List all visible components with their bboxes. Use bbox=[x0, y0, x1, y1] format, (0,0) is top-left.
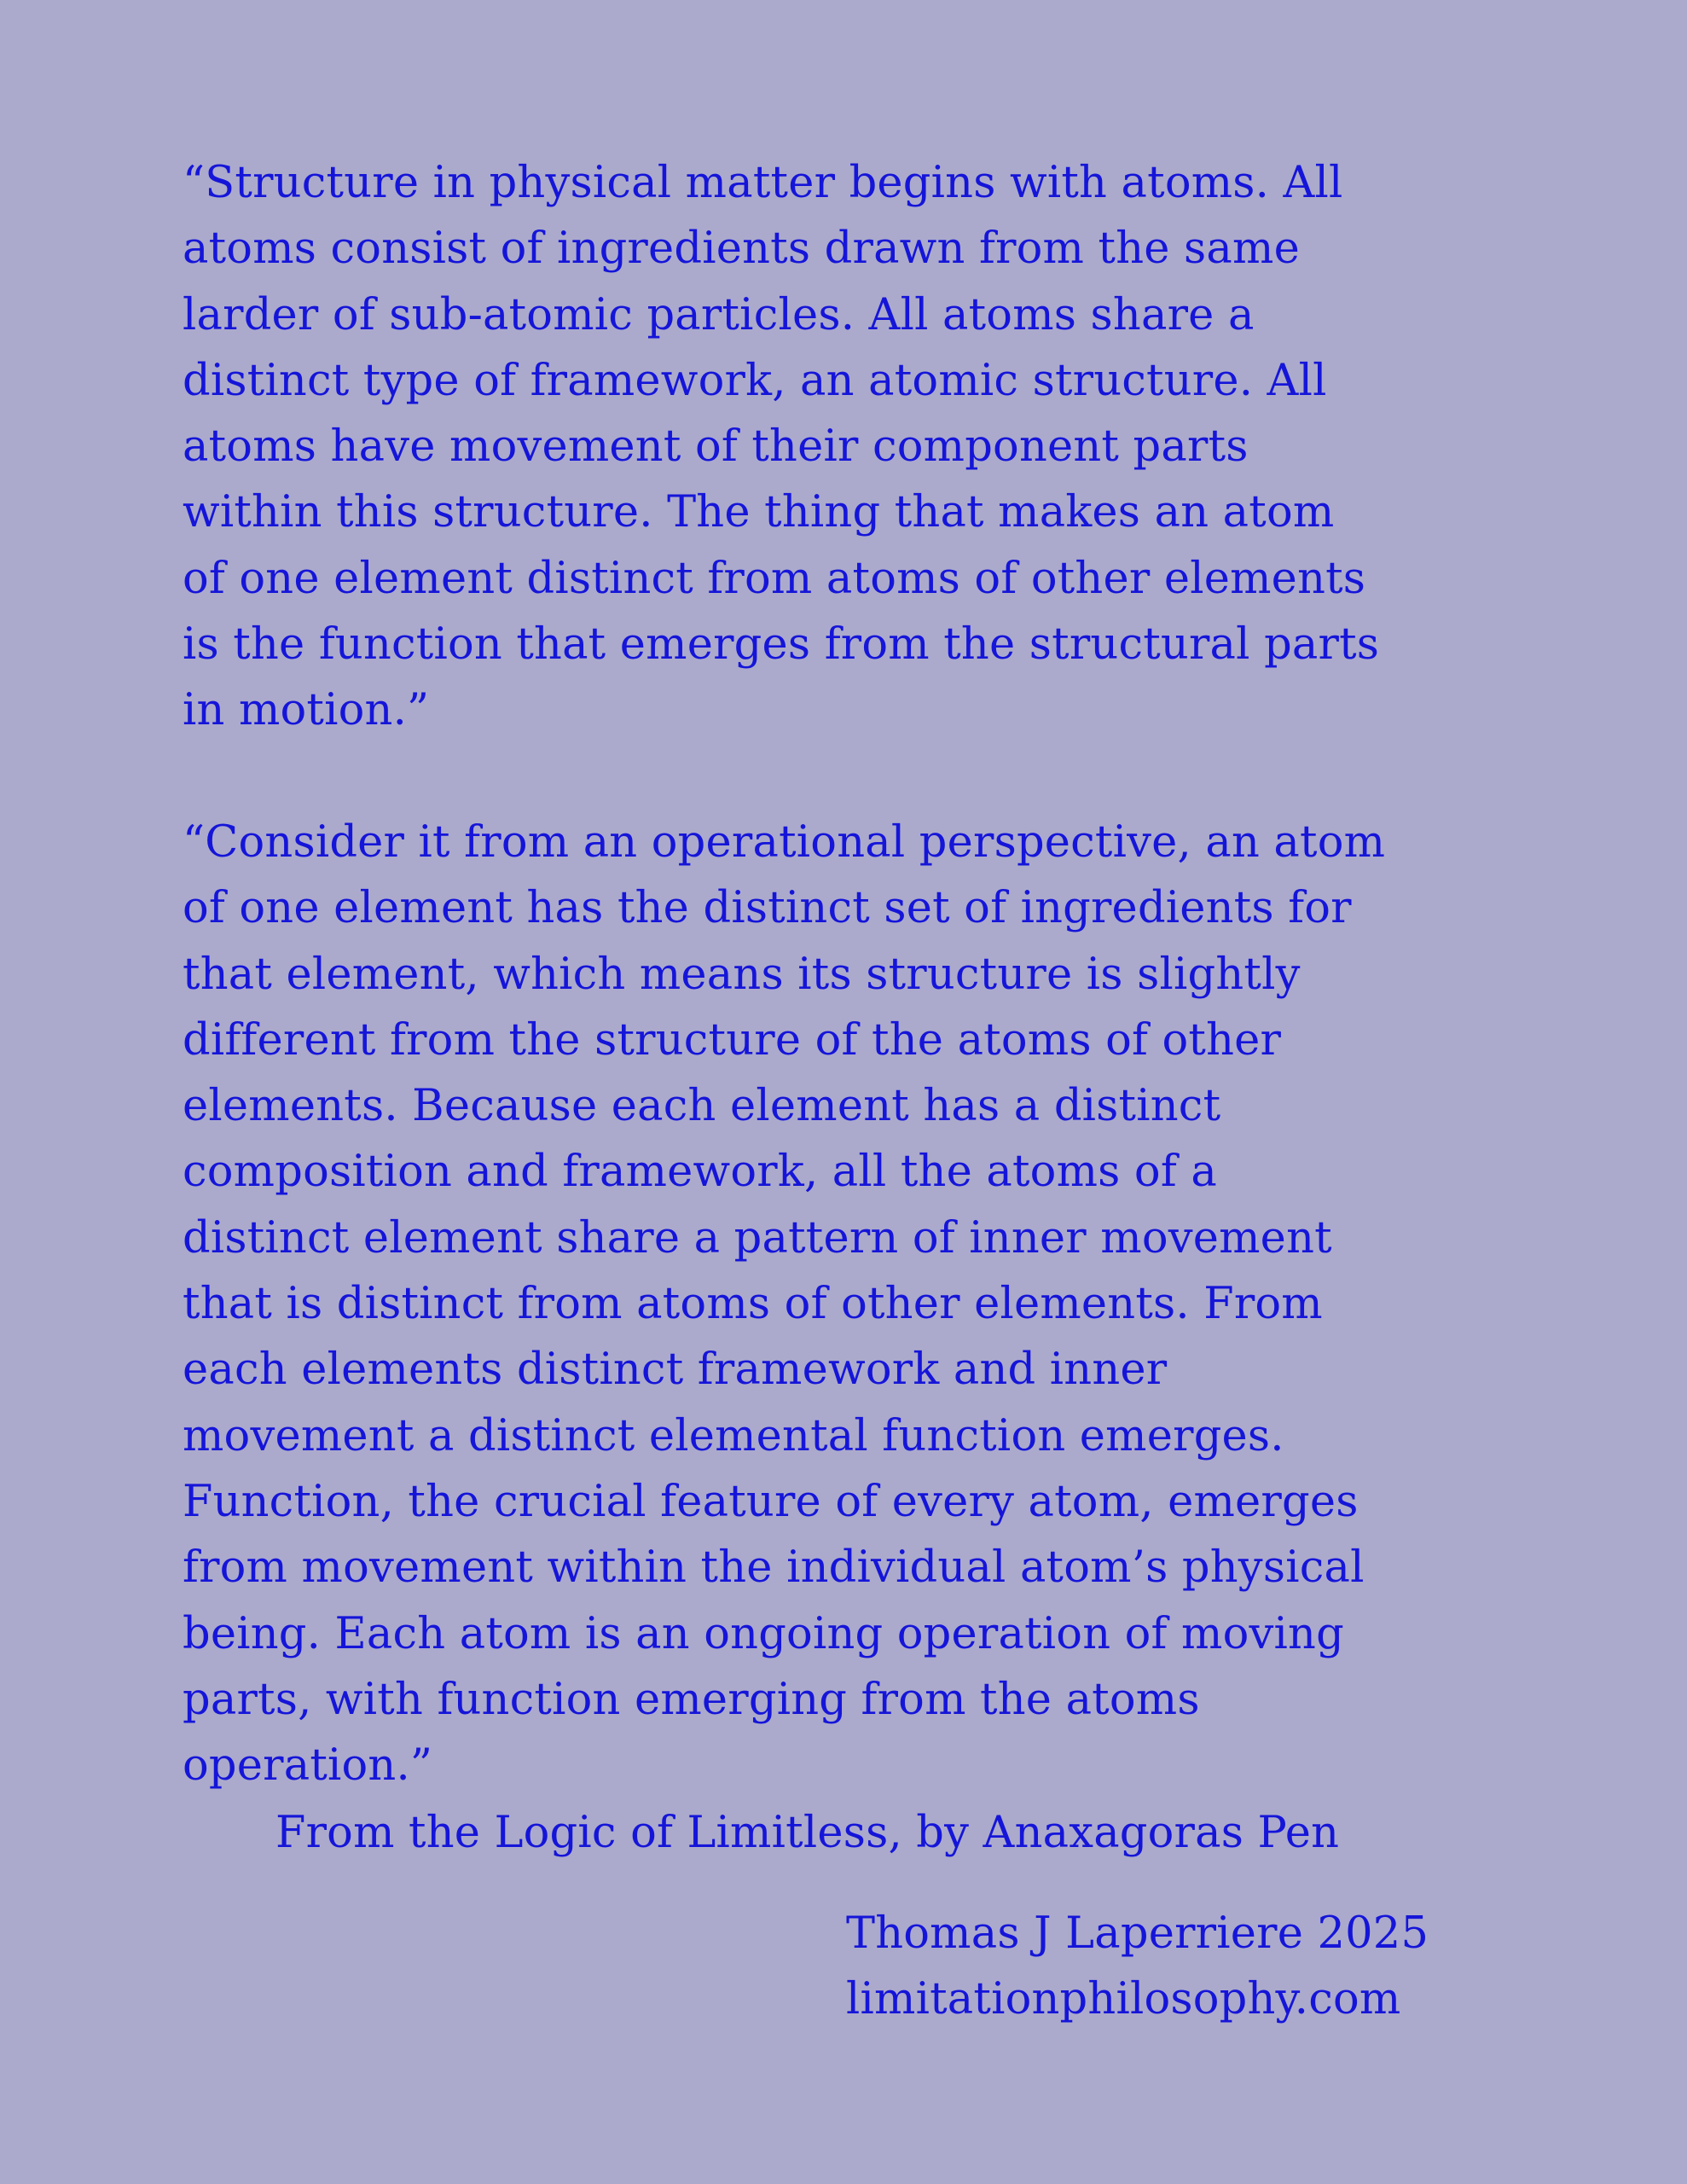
author-name-year: Thomas J Laperriere 2025 bbox=[846, 1908, 1429, 1959]
quote-line: in motion.” bbox=[183, 685, 430, 736]
source-attribution: From the Logic of Limitless, by Anaxagoras Pen bbox=[275, 1808, 1340, 1858]
quote-line: elements. Because each element has a distinct bbox=[183, 1081, 1221, 1132]
website-text: limitationphilosophy.com bbox=[846, 1974, 1401, 2025]
quote-line: distinct element share a pattern of inner movement bbox=[183, 1212, 1332, 1263]
quote-line: of one element distinct from atoms of other elements bbox=[183, 553, 1366, 604]
quote-line: atoms consist of ingredients drawn from the same bbox=[183, 224, 1300, 275]
quote-line: composition and framework, all the atoms of a bbox=[183, 1147, 1217, 1198]
quote-line: operation.” bbox=[183, 1740, 433, 1792]
quote-line: different from the structure of the atoms of other bbox=[183, 1014, 1282, 1066]
quote-line: atoms have movement of their component parts bbox=[183, 421, 1249, 473]
quote-line: is the function that emerges from the structural parts bbox=[183, 619, 1380, 671]
quote-line: each elements distinct framework and inner bbox=[183, 1345, 1168, 1396]
quote-paragraph-1 bbox=[183, 150, 1513, 744]
quote-line: being. Each atom is an ongoing operation of moving bbox=[183, 1608, 1344, 1659]
author-credit bbox=[846, 1901, 1429, 2033]
quote-line: larder of sub-atomic particles. All atoms share a bbox=[183, 289, 1255, 340]
quote-line: that is distinct from atoms of other elements. From bbox=[183, 1279, 1323, 1330]
quote-line: distinct type of framework, an atomic structure. All bbox=[183, 355, 1327, 406]
quote-line: that element, which means its structure is slightly bbox=[183, 949, 1301, 1000]
quote-line: parts, with function emerging from the atoms bbox=[183, 1674, 1200, 1725]
quote-paragraph-2 bbox=[183, 810, 1513, 1798]
quote-line: “Consider it from an operational perspective, an atom bbox=[183, 817, 1386, 868]
quote-line: from movement within the individual atom’s physical bbox=[183, 1542, 1365, 1594]
quote-line: “Structure in physical matter begins with atoms. All bbox=[183, 158, 1343, 208]
quote-line: of one element has the distinct set of ingredients for bbox=[183, 883, 1352, 934]
quote-line: Function, the crucial feature of every atom, emerges bbox=[183, 1476, 1359, 1527]
quote-line: within this structure. The thing that makes an atom bbox=[183, 487, 1335, 538]
quote-line: movement a distinct elemental function emerges. bbox=[183, 1410, 1284, 1461]
